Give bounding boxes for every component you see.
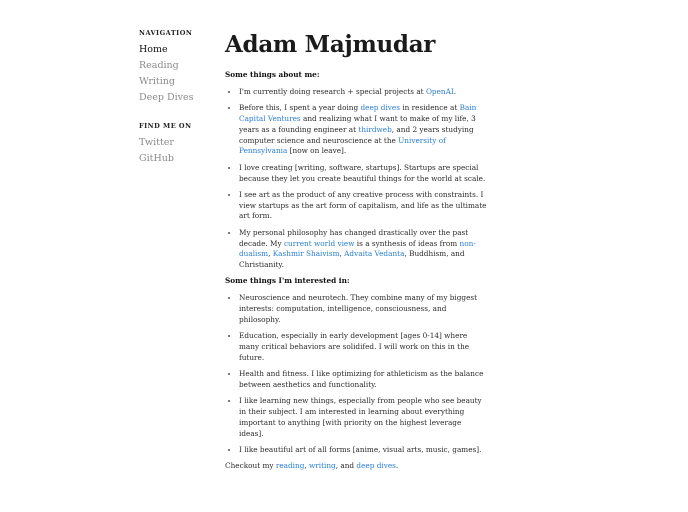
about-text: My personal philosophy has changed drastically over the past decade. My [239,227,469,248]
about-text: , Buddhism, and Christianity. [239,249,465,270]
sidebar [139,29,219,167]
about-item [239,103,487,157]
nav-home[interactable]: Home [139,44,168,55]
non-dualism-link[interactable]: non-dualism [239,238,476,259]
current-world-view-link[interactable]: current world view [283,238,355,248]
upenn-link[interactable]: University of Pennsylvania [239,135,446,156]
about-text: I'm currently doing research + special projects at [239,87,426,96]
about-list [225,87,487,271]
about-text: , and 2 years studying computer science and neuroscience at the [239,124,474,145]
interest-item: • I like beautiful art of all forms [anime, visual arts, music, games]. [239,445,487,456]
openai-link[interactable]: OpenAI [425,87,454,96]
about-text: Before this, I spent a year doing [239,103,361,113]
kashmir-shaivism-link[interactable]: Kashmir Shaivism [272,249,340,259]
about-item [239,87,487,98]
checkout-text: , [304,461,310,471]
advaita-vedanta-link[interactable]: Advaita Vedanta [344,249,405,259]
checkout-line [225,461,487,472]
interest-item: • Health and fitness. I like optimizing for athleticism as the balance between aesthetics and functionality. [239,369,487,391]
about-text: and realizing what I want to make of my life, 3 years as a founding engineer at [239,114,476,134]
interest-item: • Education, especially in early development [ages 0-14] where many critical behaviors are solidifed. I will work on this in the future. [239,331,487,363]
interests-heading: Some things I'm interested in: [225,276,350,286]
reading-link[interactable]: reading [275,461,305,471]
social-github-link[interactable]: GitHub [139,153,174,164]
about-item: • I see art as the product of any creative process with constraints. I view startups as the art form of capitalism, and life as the ultimate art form. [239,190,487,222]
about-text: . [453,87,457,96]
about-text: , [339,249,345,259]
navigation-heading: NAVIGATION [139,29,193,37]
find-me-on-heading: FIND ME ON [139,122,192,130]
deep-dives-footer-link[interactable]: deep dives [356,461,396,471]
about-text: in residence at [400,103,460,113]
about-text: , [268,249,273,259]
checkout-text: Checkout my [225,461,276,471]
nav-writing[interactable]: Writing [139,76,175,87]
social-twitter-link[interactable]: Twitter [139,137,174,148]
social-list [139,135,219,167]
interest-item: • I like learning new things, especially from people who see beauty in their subject. I am interested in learning about everything important to anything [with priority on the highest leverage ideas]. [239,396,487,439]
nav-list [139,42,219,106]
deep-dives-link[interactable]: deep dives [360,103,400,113]
about-item: • I love creating [writing, software, startups]. Startups are special because they let you create beautiful things for the world at scale. [239,163,487,185]
nav-reading[interactable]: Reading [139,60,179,71]
checkout-text: . [395,461,399,471]
page-title: Adam Majmudar [225,31,436,58]
about-item [239,228,487,271]
about-heading: Some things about me: [225,70,320,79]
writing-link[interactable]: writing [309,461,336,471]
checkout-text: , and [335,461,357,471]
nav-deep-dives[interactable]: Deep Dives [139,92,194,103]
interests-list [225,293,487,455]
bain-capital-ventures-link[interactable]: Bain Capital Ventures [239,103,477,124]
about-text: is a synthesis of ideas from [354,238,460,248]
thirdweb-link[interactable]: thirdweb [358,124,392,134]
main-content [225,30,487,472]
about-text: [now on leave]. [287,146,347,156]
interest-item: • Neuroscience and neurotech. They combine many of my biggest interests: computation, intelligence, consciousness, and philosophy. [239,293,487,325]
